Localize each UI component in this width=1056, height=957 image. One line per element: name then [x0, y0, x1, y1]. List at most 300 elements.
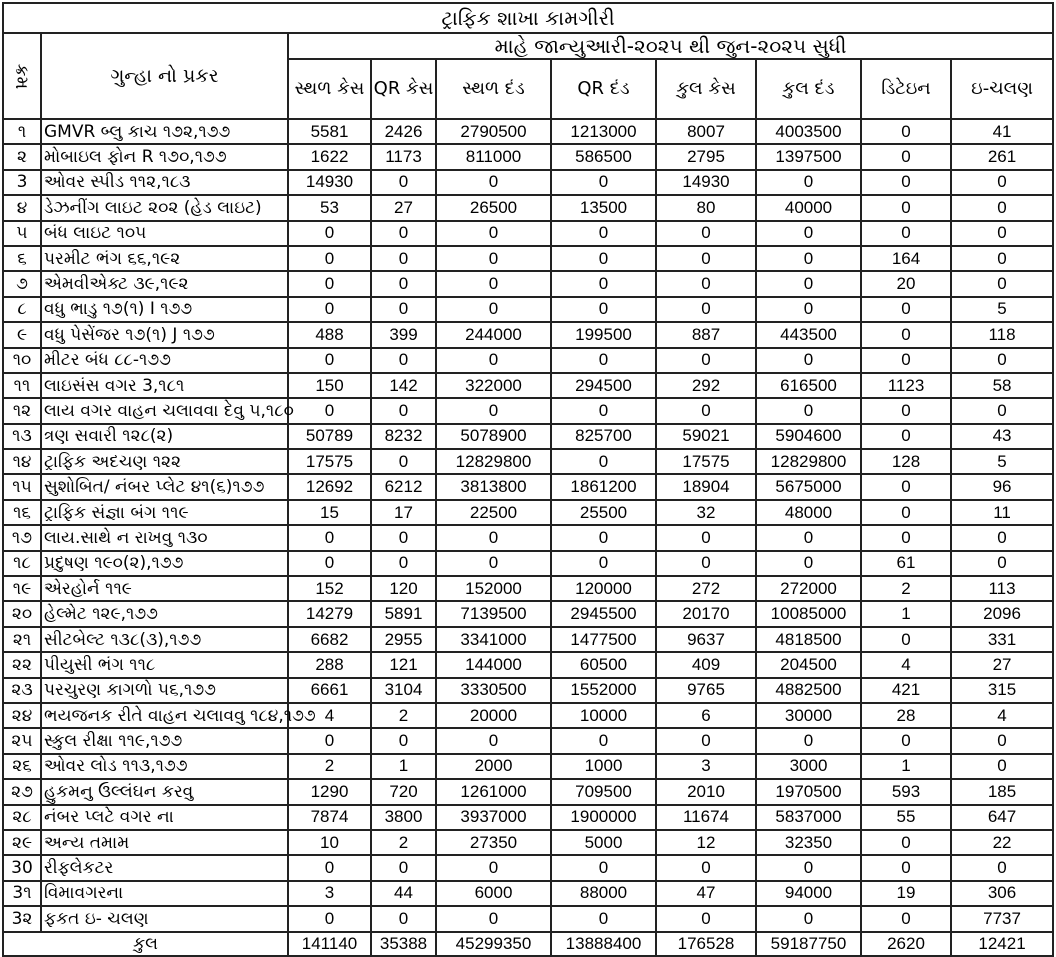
value-cell: 12: [656, 830, 756, 855]
value-cell: 4: [951, 703, 1053, 728]
serial-cell: ૨૦: [3, 601, 41, 626]
value-cell: 0: [756, 398, 861, 423]
serial-cell: ૫: [3, 221, 41, 246]
value-cell: 53: [288, 195, 371, 220]
value-cell: 720: [371, 779, 436, 804]
value-cell: 0: [951, 195, 1053, 220]
offence-name-cell: ફકત ઇ- ચલણ: [41, 906, 288, 931]
value-cell: 14930: [656, 170, 756, 195]
value-cell: 204500: [756, 652, 861, 677]
value-cell: 128: [861, 449, 951, 474]
value-cell: 2: [371, 830, 436, 855]
value-cell: 709500: [551, 779, 656, 804]
value-cell: 26500: [436, 195, 551, 220]
value-cell: 2010: [656, 779, 756, 804]
total-value-cell: 45299350: [436, 932, 551, 956]
table-row: [3, 474, 1053, 499]
value-cell: 18904: [656, 474, 756, 499]
value-cell: 17575: [656, 449, 756, 474]
table-row: [3, 881, 1053, 906]
value-cell: 3813800: [436, 474, 551, 499]
offence-name-cell: ત્રણ સવારી ૧૨૮(૨): [41, 424, 288, 449]
offence-name-cell: એમવીએક્ટ ૩૯,૧૯૨: [41, 271, 288, 296]
value-cell: 0: [436, 246, 551, 271]
value-cell: 272000: [756, 576, 861, 601]
value-cell: 10000: [551, 703, 656, 728]
value-cell: 0: [656, 221, 756, 246]
value-cell: 0: [756, 728, 861, 753]
value-cell: 6: [656, 703, 756, 728]
value-cell: 0: [756, 348, 861, 373]
offence-type-header: ગુન્હા નો પ્રકર: [41, 33, 288, 119]
value-cell: 9765: [656, 678, 756, 703]
value-cell: 0: [951, 170, 1053, 195]
serial-cell: ૬: [3, 246, 41, 271]
value-cell: 0: [656, 728, 756, 753]
value-cell: 118: [951, 322, 1053, 347]
serial-cell: 3૨: [3, 906, 41, 931]
value-cell: 0: [756, 855, 861, 880]
offence-name-cell: રીફલેકટર: [41, 855, 288, 880]
value-cell: 0: [756, 271, 861, 296]
value-cell: 0: [656, 525, 756, 550]
serial-cell: ૨૫: [3, 728, 41, 753]
value-cell: 0: [756, 170, 861, 195]
value-cell: 0: [861, 221, 951, 246]
offence-name-cell: લાય વગર વાહન ચલાવવા દેવુ ૫,૧૮૦: [41, 398, 288, 423]
table-row: [3, 144, 1053, 169]
value-cell: 261: [951, 144, 1053, 169]
value-cell: 5904600: [756, 424, 861, 449]
value-cell: 120: [371, 576, 436, 601]
offence-name-cell: સ્કુલ રીક્ષા ૧૧૯,૧૭૭: [41, 728, 288, 753]
value-cell: 1: [371, 754, 436, 779]
value-cell: 55: [861, 805, 951, 830]
serial-cell: ૧૧: [3, 373, 41, 398]
offence-name-cell: ટ્રાફિક અદચણ ૧૨૨: [41, 449, 288, 474]
value-cell: 0: [861, 525, 951, 550]
value-cell: 5581: [288, 119, 371, 144]
table-row: [3, 525, 1053, 550]
value-cell: 12692: [288, 474, 371, 499]
serial-cell: ૧૯: [3, 576, 41, 601]
offence-name-cell: પરમીટ ભંગ ૬૬,૧૯૨: [41, 246, 288, 271]
serial-cell: ૭: [3, 271, 41, 296]
value-cell: 0: [861, 474, 951, 499]
table-row: [3, 906, 1053, 931]
value-cell: 50789: [288, 424, 371, 449]
offence-name-cell: વધુ ભાડુ ૧૭(૧) I ૧૭૭: [41, 297, 288, 322]
value-cell: 40000: [756, 195, 861, 220]
value-cell: 1213000: [551, 119, 656, 144]
value-cell: 0: [756, 297, 861, 322]
serial-cell: ૨૧: [3, 627, 41, 652]
value-cell: 17: [371, 500, 436, 525]
value-cell: 0: [288, 271, 371, 296]
value-cell: 0: [861, 424, 951, 449]
value-cell: 647: [951, 805, 1053, 830]
serial-cell: ૧: [3, 119, 41, 144]
table-row: [3, 728, 1053, 753]
value-cell: 0: [656, 398, 756, 423]
value-cell: 3341000: [436, 627, 551, 652]
total-value-cell: 12421: [951, 932, 1053, 956]
value-cell: 120000: [551, 576, 656, 601]
value-cell: 443500: [756, 322, 861, 347]
value-cell: 0: [861, 627, 951, 652]
value-cell: 0: [861, 500, 951, 525]
value-cell: 6661: [288, 678, 371, 703]
value-cell: 4: [288, 703, 371, 728]
value-cell: 5837000: [756, 805, 861, 830]
value-cell: 0: [861, 144, 951, 169]
value-cell: 292: [656, 373, 756, 398]
value-cell: 5: [951, 449, 1053, 474]
value-cell: 14279: [288, 601, 371, 626]
value-cell: 0: [861, 855, 951, 880]
value-cell: 0: [756, 221, 861, 246]
value-cell: 0: [951, 551, 1053, 576]
value-cell: 22500: [436, 500, 551, 525]
serial-cell: ૧૬: [3, 500, 41, 525]
report-title: ટ્રાફિક શાખા કામગીરી: [3, 3, 1053, 33]
table-row: [3, 754, 1053, 779]
value-cell: 5000: [551, 830, 656, 855]
value-cell: 0: [551, 728, 656, 753]
offence-name-cell: લાય.સાથે ન રાખવુ ૧૩૦: [41, 525, 288, 550]
value-cell: 43: [951, 424, 1053, 449]
value-cell: 0: [861, 830, 951, 855]
value-cell: 0: [436, 398, 551, 423]
value-cell: 0: [436, 728, 551, 753]
value-cell: 199500: [551, 322, 656, 347]
offence-name-cell: લાઇસંસ વગર 3,૧૮૧: [41, 373, 288, 398]
table-row: [3, 373, 1053, 398]
value-cell: 3: [656, 754, 756, 779]
value-cell: 6212: [371, 474, 436, 499]
value-cell: 0: [756, 246, 861, 271]
table-row: [3, 703, 1053, 728]
value-cell: 0: [551, 348, 656, 373]
offence-name-cell: પ્રદુષણ ૧૯૦(૨),૧૭૭: [41, 551, 288, 576]
value-cell: 0: [551, 221, 656, 246]
value-cell: 0: [551, 246, 656, 271]
value-cell: 9637: [656, 627, 756, 652]
value-cell: 0: [371, 525, 436, 550]
value-cell: 113: [951, 576, 1053, 601]
value-cell: 0: [288, 221, 371, 246]
value-cell: 144000: [436, 652, 551, 677]
value-cell: 20170: [656, 601, 756, 626]
value-cell: 11: [951, 500, 1053, 525]
value-cell: 47: [656, 881, 756, 906]
value-cell: 20000: [436, 703, 551, 728]
value-cell: 4882500: [756, 678, 861, 703]
value-cell: 5891: [371, 601, 436, 626]
value-cell: 0: [656, 297, 756, 322]
column-header: QR દંડ: [551, 59, 656, 119]
value-cell: 48000: [756, 500, 861, 525]
value-cell: 152000: [436, 576, 551, 601]
value-cell: 17575: [288, 449, 371, 474]
value-cell: 1000: [551, 754, 656, 779]
value-cell: 30000: [756, 703, 861, 728]
value-cell: 0: [371, 551, 436, 576]
value-cell: 0: [371, 271, 436, 296]
value-cell: 0: [371, 297, 436, 322]
table-row: [3, 855, 1053, 880]
value-cell: 2426: [371, 119, 436, 144]
serial-cell: ૧૫: [3, 474, 41, 499]
value-cell: 0: [951, 398, 1053, 423]
column-header: QR કેસ: [371, 59, 436, 119]
value-cell: 3104: [371, 678, 436, 703]
value-cell: 2945500: [551, 601, 656, 626]
value-cell: 7737: [951, 906, 1053, 931]
value-cell: 272: [656, 576, 756, 601]
value-cell: 1290: [288, 779, 371, 804]
value-cell: 0: [951, 221, 1053, 246]
value-cell: 1900000: [551, 805, 656, 830]
total-label: કુલ: [3, 932, 288, 956]
value-cell: 0: [371, 170, 436, 195]
value-cell: 20: [861, 271, 951, 296]
value-cell: 80: [656, 195, 756, 220]
value-cell: 0: [656, 348, 756, 373]
value-cell: 0: [288, 398, 371, 423]
offence-name-cell: પીયુસી ભંગ ૧૧૮: [41, 652, 288, 677]
value-cell: 0: [861, 119, 951, 144]
value-cell: 11674: [656, 805, 756, 830]
value-cell: 0: [861, 195, 951, 220]
offence-name-cell: GMVR બ્લુ કાચ ૧૭૨,૧૭૭: [41, 119, 288, 144]
serial-cell: ૮: [3, 297, 41, 322]
offence-name-cell: ભયજનક રીતે વાહન ચલાવવુ ૧૮૪,૧૭૭: [41, 703, 288, 728]
value-cell: 0: [436, 525, 551, 550]
table-row: [3, 424, 1053, 449]
value-cell: 142: [371, 373, 436, 398]
value-cell: 0: [371, 449, 436, 474]
value-cell: 58: [951, 373, 1053, 398]
offence-name-cell: બંધ લાઇટ ૧૦૫: [41, 221, 288, 246]
serial-cell: ૨૩: [3, 678, 41, 703]
value-cell: 2795: [656, 144, 756, 169]
value-cell: 0: [436, 170, 551, 195]
value-cell: 0: [551, 297, 656, 322]
value-cell: 0: [436, 297, 551, 322]
value-cell: 28: [861, 703, 951, 728]
value-cell: 61: [861, 551, 951, 576]
value-cell: 121: [371, 652, 436, 677]
value-cell: 0: [288, 348, 371, 373]
column-header: સ્થળ દંડ: [436, 59, 551, 119]
value-cell: 7139500: [436, 601, 551, 626]
value-cell: 887: [656, 322, 756, 347]
value-cell: 13500: [551, 195, 656, 220]
value-cell: 27350: [436, 830, 551, 855]
value-cell: 150: [288, 373, 371, 398]
serial-cell: ૨૭: [3, 779, 41, 804]
value-cell: 0: [551, 398, 656, 423]
total-value-cell: 59187750: [756, 932, 861, 956]
value-cell: 0: [861, 297, 951, 322]
offence-name-cell: અન્ય તમામ: [41, 830, 288, 855]
value-cell: 0: [436, 271, 551, 296]
value-cell: 1397500: [756, 144, 861, 169]
table-row: [3, 398, 1053, 423]
table-row: [3, 271, 1053, 296]
value-cell: 409: [656, 652, 756, 677]
serial-cell: ૧૩: [3, 424, 41, 449]
value-cell: 0: [951, 525, 1053, 550]
value-cell: 25500: [551, 500, 656, 525]
value-cell: 27: [371, 195, 436, 220]
value-cell: 0: [551, 525, 656, 550]
value-cell: 0: [551, 449, 656, 474]
serial-cell: ૨૯: [3, 830, 41, 855]
column-header: સ્થળ કેસ: [288, 59, 371, 119]
value-cell: 0: [288, 855, 371, 880]
value-cell: 0: [371, 906, 436, 931]
serial-cell: ૨૨: [3, 652, 41, 677]
offence-name-cell: વિમાવગરના: [41, 881, 288, 906]
value-cell: 322000: [436, 373, 551, 398]
value-cell: 0: [951, 855, 1053, 880]
value-cell: 0: [861, 322, 951, 347]
table-row: [3, 297, 1053, 322]
column-header: કુલ કેસ: [656, 59, 756, 119]
value-cell: 2000: [436, 754, 551, 779]
value-cell: 22: [951, 830, 1053, 855]
value-cell: 6000: [436, 881, 551, 906]
table-row: [3, 627, 1053, 652]
table-row: [3, 449, 1053, 474]
offence-name-cell: ઓવર સ્પીડ ૧૧૨,૧૮૩: [41, 170, 288, 195]
value-cell: 0: [656, 855, 756, 880]
value-cell: 185: [951, 779, 1053, 804]
serial-cell: ૧૦: [3, 348, 41, 373]
value-cell: 0: [551, 855, 656, 880]
value-cell: 331: [951, 627, 1053, 652]
value-cell: 0: [951, 246, 1053, 271]
table-row: [3, 779, 1053, 804]
value-cell: 0: [551, 551, 656, 576]
serial-cell: ૧૮: [3, 551, 41, 576]
serial-cell: ૨: [3, 144, 41, 169]
serial-cell: ૯: [3, 322, 41, 347]
value-cell: 0: [371, 728, 436, 753]
value-cell: 2: [861, 576, 951, 601]
value-cell: 7874: [288, 805, 371, 830]
value-cell: 6682: [288, 627, 371, 652]
value-cell: 3: [288, 881, 371, 906]
value-cell: 4: [861, 652, 951, 677]
value-cell: 593: [861, 779, 951, 804]
value-cell: 0: [951, 348, 1053, 373]
value-cell: 0: [288, 297, 371, 322]
value-cell: 0: [436, 855, 551, 880]
serial-cell: ૨૬: [3, 754, 41, 779]
value-cell: 1123: [861, 373, 951, 398]
value-cell: 0: [288, 525, 371, 550]
table-row: [3, 170, 1053, 195]
value-cell: 0: [861, 170, 951, 195]
value-cell: 5078900: [436, 424, 551, 449]
value-cell: 10: [288, 830, 371, 855]
value-cell: 0: [371, 246, 436, 271]
value-cell: 0: [288, 551, 371, 576]
value-cell: 2790500: [436, 119, 551, 144]
value-cell: 0: [656, 906, 756, 931]
serial-cell: 3૧: [3, 881, 41, 906]
value-cell: 0: [371, 855, 436, 880]
offence-name-cell: સુશોબિત/ નંબર પ્લેટ ૪૧(૬)૧૭૭: [41, 474, 288, 499]
value-cell: 1622: [288, 144, 371, 169]
serial-cell: ૧૨: [3, 398, 41, 423]
serial-cell: ૧૪: [3, 449, 41, 474]
value-cell: 3937000: [436, 805, 551, 830]
column-header: ડિટેઇન: [861, 59, 951, 119]
value-cell: 3000: [756, 754, 861, 779]
offence-name-cell: ટ્રાફિક સંજ્ઞા બંગ ૧૧૯: [41, 500, 288, 525]
value-cell: 94000: [756, 881, 861, 906]
value-cell: 59021: [656, 424, 756, 449]
serial-cell: ૨૮: [3, 805, 41, 830]
value-cell: 421: [861, 678, 951, 703]
table-row: [3, 830, 1053, 855]
value-cell: 0: [861, 398, 951, 423]
value-cell: 0: [436, 906, 551, 931]
value-cell: 0: [288, 906, 371, 931]
offence-name-cell: હેલ્મેટ ૧૨૯,૧૭૭: [41, 601, 288, 626]
value-cell: 0: [656, 551, 756, 576]
offence-name-cell: પરચુરણ કાગળો ૫૬,૧૭૭: [41, 678, 288, 703]
value-cell: 1: [861, 754, 951, 779]
value-cell: 0: [656, 246, 756, 271]
serial-cell: ૨૪: [3, 703, 41, 728]
table-row: [3, 805, 1053, 830]
offence-name-cell: ડેઝનીંગ લાઇટ ૨૦૨ (હેડ લાઇટ): [41, 195, 288, 220]
table-row: [3, 246, 1053, 271]
offence-name-cell: મોબાઇલ ફોન R ૧૭૦,૧૭૭: [41, 144, 288, 169]
table-row: [3, 322, 1053, 347]
serial-cell: 3: [3, 170, 41, 195]
table-row: [3, 195, 1053, 220]
value-cell: 616500: [756, 373, 861, 398]
value-cell: 0: [371, 348, 436, 373]
period-header: માહે જાન્યુઆરી-૨૦૨૫ થી જુન-૨૦૨૫ સુધી: [288, 33, 1053, 59]
serial-header: [3, 33, 41, 119]
value-cell: 0: [551, 906, 656, 931]
value-cell: 0: [861, 728, 951, 753]
value-cell: 2955: [371, 627, 436, 652]
value-cell: 1970500: [756, 779, 861, 804]
value-cell: 0: [288, 728, 371, 753]
value-cell: 399: [371, 322, 436, 347]
value-cell: 0: [371, 221, 436, 246]
value-cell: 2: [288, 754, 371, 779]
serial-header-label: ક્રમ: [11, 63, 33, 89]
value-cell: 288: [288, 652, 371, 677]
value-cell: 0: [861, 906, 951, 931]
table-row: [3, 500, 1053, 525]
value-cell: 0: [951, 754, 1053, 779]
table-row: [3, 221, 1053, 246]
value-cell: 825700: [551, 424, 656, 449]
value-cell: 244000: [436, 322, 551, 347]
value-cell: 1173: [371, 144, 436, 169]
table-row: [3, 576, 1053, 601]
